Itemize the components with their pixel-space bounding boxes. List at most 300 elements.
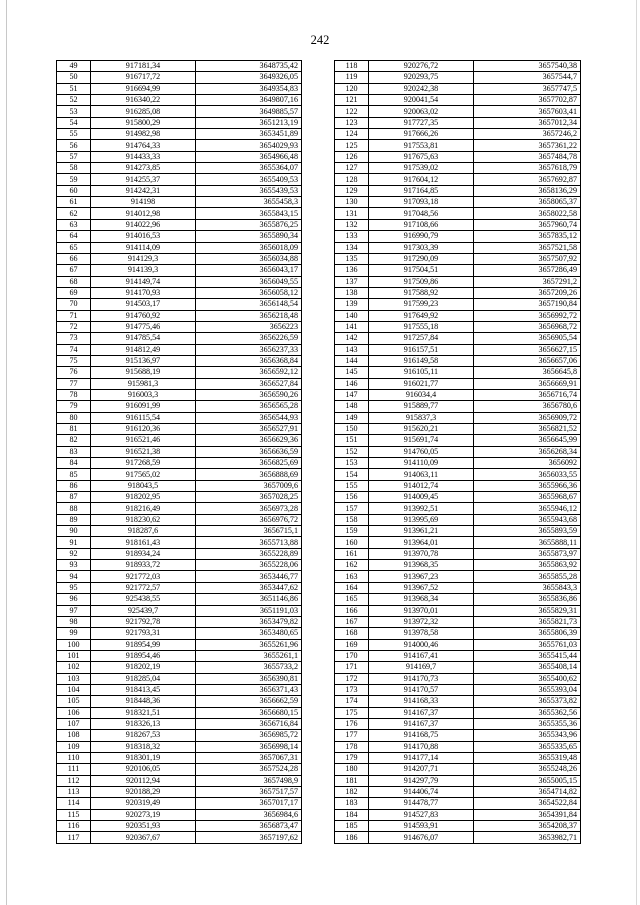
point-number-cell: 146 bbox=[335, 378, 369, 389]
point-number-cell: 49 bbox=[57, 61, 91, 72]
y-coordinate-cell: 3655946,12 bbox=[474, 503, 581, 514]
point-number-cell: 160 bbox=[335, 537, 369, 548]
table-row bbox=[335, 344, 581, 355]
table-row bbox=[57, 389, 302, 400]
point-number-cell: 186 bbox=[335, 832, 369, 843]
table-row bbox=[335, 378, 581, 389]
point-number-cell: 56 bbox=[57, 140, 91, 151]
y-coordinate-cell: 3656905,54 bbox=[474, 333, 581, 344]
table-row bbox=[335, 106, 581, 117]
table-row bbox=[57, 798, 302, 809]
x-coordinate-cell: 914764,33 bbox=[91, 140, 196, 151]
y-coordinate-cell: 3656092 bbox=[474, 458, 581, 469]
point-number-cell: 143 bbox=[335, 344, 369, 355]
x-coordinate-cell: 918318,32 bbox=[91, 741, 196, 752]
point-number-cell: 92 bbox=[57, 548, 91, 559]
point-number-cell: 177 bbox=[335, 730, 369, 741]
point-number-cell: 93 bbox=[57, 560, 91, 571]
point-number-cell: 179 bbox=[335, 752, 369, 763]
x-coordinate-cell: 914167,41 bbox=[369, 650, 474, 661]
table-row bbox=[335, 469, 581, 480]
point-number-cell: 86 bbox=[57, 480, 91, 491]
table-row bbox=[335, 594, 581, 605]
point-number-cell: 53 bbox=[57, 106, 91, 117]
x-coordinate-cell: 917257,84 bbox=[369, 333, 474, 344]
table-row bbox=[57, 787, 302, 798]
x-coordinate-cell: 914167,37 bbox=[369, 707, 474, 718]
table-row bbox=[57, 696, 302, 707]
x-coordinate-cell: 914149,74 bbox=[91, 276, 196, 287]
scan-edge-left bbox=[6, 0, 7, 905]
point-number-cell: 79 bbox=[57, 401, 91, 412]
y-coordinate-cell: 3654391,84 bbox=[474, 809, 581, 820]
table-row bbox=[57, 832, 302, 843]
point-number-cell: 159 bbox=[335, 526, 369, 537]
table-row bbox=[335, 650, 581, 661]
point-number-cell: 151 bbox=[335, 435, 369, 446]
y-coordinate-cell: 3657246,2 bbox=[474, 129, 581, 140]
x-coordinate-cell: 918326,13 bbox=[91, 718, 196, 729]
table-row bbox=[335, 696, 581, 707]
x-coordinate-cell: 920242,38 bbox=[369, 83, 474, 94]
x-coordinate-cell: 914503,17 bbox=[91, 299, 196, 310]
y-coordinate-cell: 3656985,72 bbox=[196, 730, 302, 741]
x-coordinate-cell: 915889,77 bbox=[369, 401, 474, 412]
x-coordinate-cell: 917290,09 bbox=[369, 253, 474, 264]
table-row bbox=[335, 208, 581, 219]
x-coordinate-cell: 914168,33 bbox=[369, 696, 474, 707]
y-coordinate-cell: 3657361,22 bbox=[474, 140, 581, 151]
table-row bbox=[57, 503, 302, 514]
point-number-cell: 80 bbox=[57, 412, 91, 423]
x-coordinate-cell: 917649,92 bbox=[369, 310, 474, 321]
y-coordinate-cell: 3655829,31 bbox=[474, 605, 581, 616]
y-coordinate-cell: 3657507,92 bbox=[474, 253, 581, 264]
x-coordinate-cell: 914114,09 bbox=[91, 242, 196, 253]
point-number-cell: 77 bbox=[57, 378, 91, 389]
point-number-cell: 118 bbox=[335, 61, 369, 72]
x-coordinate-cell: 917588,92 bbox=[369, 287, 474, 298]
point-number-cell: 114 bbox=[57, 798, 91, 809]
table-row bbox=[335, 163, 581, 174]
point-number-cell: 62 bbox=[57, 208, 91, 219]
table-row bbox=[57, 537, 302, 548]
table-row bbox=[335, 310, 581, 321]
point-number-cell: 111 bbox=[57, 764, 91, 775]
point-number-cell: 185 bbox=[335, 821, 369, 832]
y-coordinate-cell: 3655415,44 bbox=[474, 650, 581, 661]
y-coordinate-cell: 3657835,12 bbox=[474, 231, 581, 242]
y-coordinate-cell: 3657747,5 bbox=[474, 83, 581, 94]
point-number-cell: 140 bbox=[335, 310, 369, 321]
x-coordinate-cell: 913968,34 bbox=[369, 594, 474, 605]
y-coordinate-cell: 3655393,04 bbox=[474, 684, 581, 695]
point-number-cell: 182 bbox=[335, 787, 369, 798]
point-number-cell: 176 bbox=[335, 718, 369, 729]
x-coordinate-cell: 914406,74 bbox=[369, 787, 474, 798]
y-coordinate-cell: 3656716,74 bbox=[474, 389, 581, 400]
table-row bbox=[57, 560, 302, 571]
x-coordinate-cell: 914170,93 bbox=[91, 287, 196, 298]
x-coordinate-cell: 917268,59 bbox=[91, 458, 196, 469]
y-coordinate-cell: 3656968,72 bbox=[474, 321, 581, 332]
coordinates-table-left bbox=[56, 60, 302, 844]
y-coordinate-cell: 3653479,82 bbox=[196, 616, 302, 627]
table-row bbox=[57, 582, 302, 593]
point-number-cell: 103 bbox=[57, 673, 91, 684]
table-row bbox=[335, 83, 581, 94]
point-number-cell: 100 bbox=[57, 639, 91, 650]
y-coordinate-cell: 3657484,78 bbox=[474, 151, 581, 162]
table-row bbox=[57, 344, 302, 355]
x-coordinate-cell: 914760,05 bbox=[369, 446, 474, 457]
table-row bbox=[335, 435, 581, 446]
point-number-cell: 171 bbox=[335, 662, 369, 673]
x-coordinate-cell: 914139,3 bbox=[91, 265, 196, 276]
table-row bbox=[335, 129, 581, 140]
y-coordinate-cell: 3657286,49 bbox=[474, 265, 581, 276]
x-coordinate-cell: 921772,57 bbox=[91, 582, 196, 593]
table-row bbox=[57, 741, 302, 752]
point-number-cell: 75 bbox=[57, 355, 91, 366]
y-coordinate-cell: 3655873,97 bbox=[474, 548, 581, 559]
scan-edge-right bbox=[636, 0, 637, 905]
y-coordinate-cell: 3656565,28 bbox=[196, 401, 302, 412]
y-coordinate-cell: 3655408,14 bbox=[474, 662, 581, 673]
table-row bbox=[335, 809, 581, 820]
y-coordinate-cell: 3655248,26 bbox=[474, 764, 581, 775]
y-coordinate-cell: 3657009,6 bbox=[196, 480, 302, 491]
point-number-cell: 129 bbox=[335, 185, 369, 196]
x-coordinate-cell: 921772,03 bbox=[91, 571, 196, 582]
table-row bbox=[57, 117, 302, 128]
point-number-cell: 168 bbox=[335, 628, 369, 639]
table-row bbox=[335, 242, 581, 253]
x-coordinate-cell: 918230,62 bbox=[91, 514, 196, 525]
y-coordinate-cell: 3657190,84 bbox=[474, 299, 581, 310]
x-coordinate-cell: 918267,53 bbox=[91, 730, 196, 741]
table-row bbox=[335, 718, 581, 729]
y-coordinate-cell: 3656592,12 bbox=[196, 367, 302, 378]
point-number-cell: 178 bbox=[335, 741, 369, 752]
y-coordinate-cell: 3656821,52 bbox=[474, 424, 581, 435]
x-coordinate-cell: 917599,23 bbox=[369, 299, 474, 310]
x-coordinate-cell: 917539,02 bbox=[369, 163, 474, 174]
point-number-cell: 169 bbox=[335, 639, 369, 650]
y-coordinate-cell: 3656033,55 bbox=[474, 469, 581, 480]
y-coordinate-cell: 3655843,3 bbox=[474, 582, 581, 593]
table-row bbox=[335, 548, 581, 559]
x-coordinate-cell: 917164,85 bbox=[369, 185, 474, 196]
x-coordinate-cell: 916990,79 bbox=[369, 231, 474, 242]
y-coordinate-cell: 3655228,06 bbox=[196, 560, 302, 571]
y-coordinate-cell: 3656825,69 bbox=[196, 458, 302, 469]
y-coordinate-cell: 3655806,39 bbox=[474, 628, 581, 639]
point-number-cell: 152 bbox=[335, 446, 369, 457]
x-coordinate-cell: 914063,11 bbox=[369, 469, 474, 480]
y-coordinate-cell: 3657692,87 bbox=[474, 174, 581, 185]
point-number-cell: 87 bbox=[57, 492, 91, 503]
x-coordinate-cell: 916521,38 bbox=[91, 446, 196, 457]
y-coordinate-cell: 3653451,89 bbox=[196, 129, 302, 140]
table-row bbox=[335, 764, 581, 775]
table-row bbox=[57, 662, 302, 673]
x-coordinate-cell: 916157,51 bbox=[369, 344, 474, 355]
y-coordinate-cell: 3656909,72 bbox=[474, 412, 581, 423]
y-coordinate-cell: 3656390,81 bbox=[196, 673, 302, 684]
point-number-cell: 126 bbox=[335, 151, 369, 162]
point-number-cell: 76 bbox=[57, 367, 91, 378]
point-number-cell: 107 bbox=[57, 718, 91, 729]
y-coordinate-cell: 3655005,15 bbox=[474, 775, 581, 786]
point-number-cell: 162 bbox=[335, 560, 369, 571]
x-coordinate-cell: 914022,96 bbox=[91, 219, 196, 230]
point-number-cell: 157 bbox=[335, 503, 369, 514]
x-coordinate-cell: 917509,86 bbox=[369, 276, 474, 287]
x-coordinate-cell: 914255,37 bbox=[91, 174, 196, 185]
coordinates-table-right-body bbox=[335, 61, 581, 844]
table-row bbox=[57, 72, 302, 83]
table-row bbox=[57, 594, 302, 605]
y-coordinate-cell: 3656034,88 bbox=[196, 253, 302, 264]
table-row bbox=[57, 231, 302, 242]
y-coordinate-cell: 3655319,48 bbox=[474, 752, 581, 763]
y-coordinate-cell: 3653982,71 bbox=[474, 832, 581, 843]
y-coordinate-cell: 3655335,65 bbox=[474, 741, 581, 752]
table-row bbox=[57, 809, 302, 820]
x-coordinate-cell: 916120,36 bbox=[91, 424, 196, 435]
table-row bbox=[57, 514, 302, 525]
y-coordinate-cell: 3656226,59 bbox=[196, 333, 302, 344]
x-coordinate-cell: 920112,94 bbox=[91, 775, 196, 786]
table-row bbox=[335, 832, 581, 843]
y-coordinate-cell: 3657209,26 bbox=[474, 287, 581, 298]
point-number-cell: 175 bbox=[335, 707, 369, 718]
y-coordinate-cell: 3657540,38 bbox=[474, 61, 581, 72]
table-row bbox=[57, 208, 302, 219]
x-coordinate-cell: 914110,09 bbox=[369, 458, 474, 469]
point-number-cell: 78 bbox=[57, 389, 91, 400]
x-coordinate-cell: 917048,56 bbox=[369, 208, 474, 219]
y-coordinate-cell: 3653480,65 bbox=[196, 628, 302, 639]
table-row bbox=[57, 571, 302, 582]
point-number-cell: 117 bbox=[57, 832, 91, 843]
y-coordinate-cell: 3656873,47 bbox=[196, 821, 302, 832]
y-coordinate-cell: 3657498,9 bbox=[196, 775, 302, 786]
point-number-cell: 67 bbox=[57, 265, 91, 276]
y-coordinate-cell: 3654522,84 bbox=[474, 798, 581, 809]
x-coordinate-cell: 915837,3 bbox=[369, 412, 474, 423]
x-coordinate-cell: 914207,71 bbox=[369, 764, 474, 775]
x-coordinate-cell: 918216,49 bbox=[91, 503, 196, 514]
x-coordinate-cell: 914242,31 bbox=[91, 185, 196, 196]
table-row bbox=[335, 673, 581, 684]
y-coordinate-cell: 3657517,57 bbox=[196, 787, 302, 798]
point-number-cell: 149 bbox=[335, 412, 369, 423]
y-coordinate-cell: 3651146,86 bbox=[196, 594, 302, 605]
table-row bbox=[335, 72, 581, 83]
point-number-cell: 74 bbox=[57, 344, 91, 355]
x-coordinate-cell: 918202,95 bbox=[91, 492, 196, 503]
x-coordinate-cell: 920276,72 bbox=[369, 61, 474, 72]
y-coordinate-cell: 3657702,87 bbox=[474, 95, 581, 106]
table-row bbox=[335, 730, 581, 741]
point-number-cell: 98 bbox=[57, 616, 91, 627]
y-coordinate-cell: 3656018,09 bbox=[196, 242, 302, 253]
table-row bbox=[57, 616, 302, 627]
y-coordinate-cell: 3656662,59 bbox=[196, 696, 302, 707]
table-row bbox=[57, 287, 302, 298]
x-coordinate-cell: 914129,3 bbox=[91, 253, 196, 264]
table-row bbox=[335, 219, 581, 230]
table-row bbox=[57, 355, 302, 366]
x-coordinate-cell: 913972,32 bbox=[369, 616, 474, 627]
table-row bbox=[57, 83, 302, 94]
table-row bbox=[57, 412, 302, 423]
y-coordinate-cell: 3657291,2 bbox=[474, 276, 581, 287]
table-row bbox=[57, 764, 302, 775]
table-row bbox=[57, 151, 302, 162]
y-coordinate-cell: 3655733,2 bbox=[196, 662, 302, 673]
y-coordinate-cell: 3653447,62 bbox=[196, 582, 302, 593]
point-number-cell: 106 bbox=[57, 707, 91, 718]
y-coordinate-cell: 3656645,99 bbox=[474, 435, 581, 446]
point-number-cell: 94 bbox=[57, 571, 91, 582]
x-coordinate-cell: 914012,74 bbox=[369, 480, 474, 491]
x-coordinate-cell: 915800,29 bbox=[91, 117, 196, 128]
table-row bbox=[57, 673, 302, 684]
table-row bbox=[57, 378, 302, 389]
point-number-cell: 142 bbox=[335, 333, 369, 344]
y-coordinate-cell: 3649354,83 bbox=[196, 83, 302, 94]
x-coordinate-cell: 916003,3 bbox=[91, 389, 196, 400]
x-coordinate-cell: 913992,51 bbox=[369, 503, 474, 514]
table-row bbox=[335, 412, 581, 423]
x-coordinate-cell: 918413,45 bbox=[91, 684, 196, 695]
y-coordinate-cell: 3656716,84 bbox=[196, 718, 302, 729]
table-row bbox=[335, 741, 581, 752]
point-number-cell: 58 bbox=[57, 163, 91, 174]
y-coordinate-cell: 3657603,41 bbox=[474, 106, 581, 117]
table-row bbox=[57, 650, 302, 661]
x-coordinate-cell: 920351,93 bbox=[91, 821, 196, 832]
table-row bbox=[57, 140, 302, 151]
point-number-cell: 134 bbox=[335, 242, 369, 253]
x-coordinate-cell: 914297,79 bbox=[369, 775, 474, 786]
point-number-cell: 173 bbox=[335, 684, 369, 695]
x-coordinate-cell: 916034,4 bbox=[369, 389, 474, 400]
x-coordinate-cell: 914198 bbox=[91, 197, 196, 208]
y-coordinate-cell: 3655876,25 bbox=[196, 219, 302, 230]
y-coordinate-cell: 3656223 bbox=[196, 321, 302, 332]
x-coordinate-cell: 913968,35 bbox=[369, 560, 474, 571]
point-number-cell: 55 bbox=[57, 129, 91, 140]
y-coordinate-cell: 3656715,1 bbox=[196, 526, 302, 537]
point-number-cell: 144 bbox=[335, 355, 369, 366]
table-row bbox=[57, 526, 302, 537]
table-row bbox=[57, 299, 302, 310]
point-number-cell: 145 bbox=[335, 367, 369, 378]
point-number-cell: 125 bbox=[335, 140, 369, 151]
y-coordinate-cell: 3657017,17 bbox=[196, 798, 302, 809]
point-number-cell: 90 bbox=[57, 526, 91, 537]
x-coordinate-cell: 914433,33 bbox=[91, 151, 196, 162]
table-row bbox=[57, 775, 302, 786]
point-number-cell: 166 bbox=[335, 605, 369, 616]
x-coordinate-cell: 915620,21 bbox=[369, 424, 474, 435]
point-number-cell: 132 bbox=[335, 219, 369, 230]
x-coordinate-cell: 914527,83 bbox=[369, 809, 474, 820]
point-number-cell: 81 bbox=[57, 424, 91, 435]
point-number-cell: 110 bbox=[57, 752, 91, 763]
y-coordinate-cell: 3649885,57 bbox=[196, 106, 302, 117]
y-coordinate-cell: 3655261,1 bbox=[196, 650, 302, 661]
point-number-cell: 154 bbox=[335, 469, 369, 480]
table-row bbox=[57, 730, 302, 741]
x-coordinate-cell: 913995,69 bbox=[369, 514, 474, 525]
y-coordinate-cell: 3656590,26 bbox=[196, 389, 302, 400]
y-coordinate-cell: 3657197,62 bbox=[196, 832, 302, 843]
table-row bbox=[57, 242, 302, 253]
point-number-cell: 153 bbox=[335, 458, 369, 469]
table-row bbox=[335, 684, 581, 695]
x-coordinate-cell: 914000,46 bbox=[369, 639, 474, 650]
x-coordinate-cell: 920367,67 bbox=[91, 832, 196, 843]
table-row bbox=[57, 446, 302, 457]
point-number-cell: 116 bbox=[57, 821, 91, 832]
table-row bbox=[335, 95, 581, 106]
table-row bbox=[335, 616, 581, 627]
x-coordinate-cell: 913964,01 bbox=[369, 537, 474, 548]
y-coordinate-cell: 3657544,7 bbox=[474, 72, 581, 83]
y-coordinate-cell: 3658136,29 bbox=[474, 185, 581, 196]
x-coordinate-cell: 918043,5 bbox=[91, 480, 196, 491]
y-coordinate-cell: 3656371,43 bbox=[196, 684, 302, 695]
x-coordinate-cell: 918161,43 bbox=[91, 537, 196, 548]
point-number-cell: 85 bbox=[57, 469, 91, 480]
y-coordinate-cell: 3655821,73 bbox=[474, 616, 581, 627]
y-coordinate-cell: 3655966,36 bbox=[474, 480, 581, 491]
table-row bbox=[335, 821, 581, 832]
point-number-cell: 82 bbox=[57, 435, 91, 446]
x-coordinate-cell: 913970,01 bbox=[369, 605, 474, 616]
table-row bbox=[57, 321, 302, 332]
x-coordinate-cell: 920293,75 bbox=[369, 72, 474, 83]
table-row bbox=[335, 367, 581, 378]
y-coordinate-cell: 3657618,79 bbox=[474, 163, 581, 174]
point-number-cell: 65 bbox=[57, 242, 91, 253]
x-coordinate-cell: 916115,54 bbox=[91, 412, 196, 423]
x-coordinate-cell: 917727,35 bbox=[369, 117, 474, 128]
x-coordinate-cell: 914169,7 bbox=[369, 662, 474, 673]
table-row bbox=[335, 582, 581, 593]
point-number-cell: 54 bbox=[57, 117, 91, 128]
x-coordinate-cell: 915688,19 bbox=[91, 367, 196, 378]
y-coordinate-cell: 3651191,03 bbox=[196, 605, 302, 616]
point-number-cell: 112 bbox=[57, 775, 91, 786]
y-coordinate-cell: 3656629,36 bbox=[196, 435, 302, 446]
table-row bbox=[57, 639, 302, 650]
point-number-cell: 124 bbox=[335, 129, 369, 140]
table-row bbox=[57, 684, 302, 695]
y-coordinate-cell: 3648735,42 bbox=[196, 61, 302, 72]
table-row bbox=[335, 321, 581, 332]
y-coordinate-cell: 3654714,82 bbox=[474, 787, 581, 798]
y-coordinate-cell: 3657521,58 bbox=[474, 242, 581, 253]
y-coordinate-cell: 3656218,48 bbox=[196, 310, 302, 321]
x-coordinate-cell: 916105,11 bbox=[369, 367, 474, 378]
coordinates-table-left-body bbox=[57, 61, 302, 844]
